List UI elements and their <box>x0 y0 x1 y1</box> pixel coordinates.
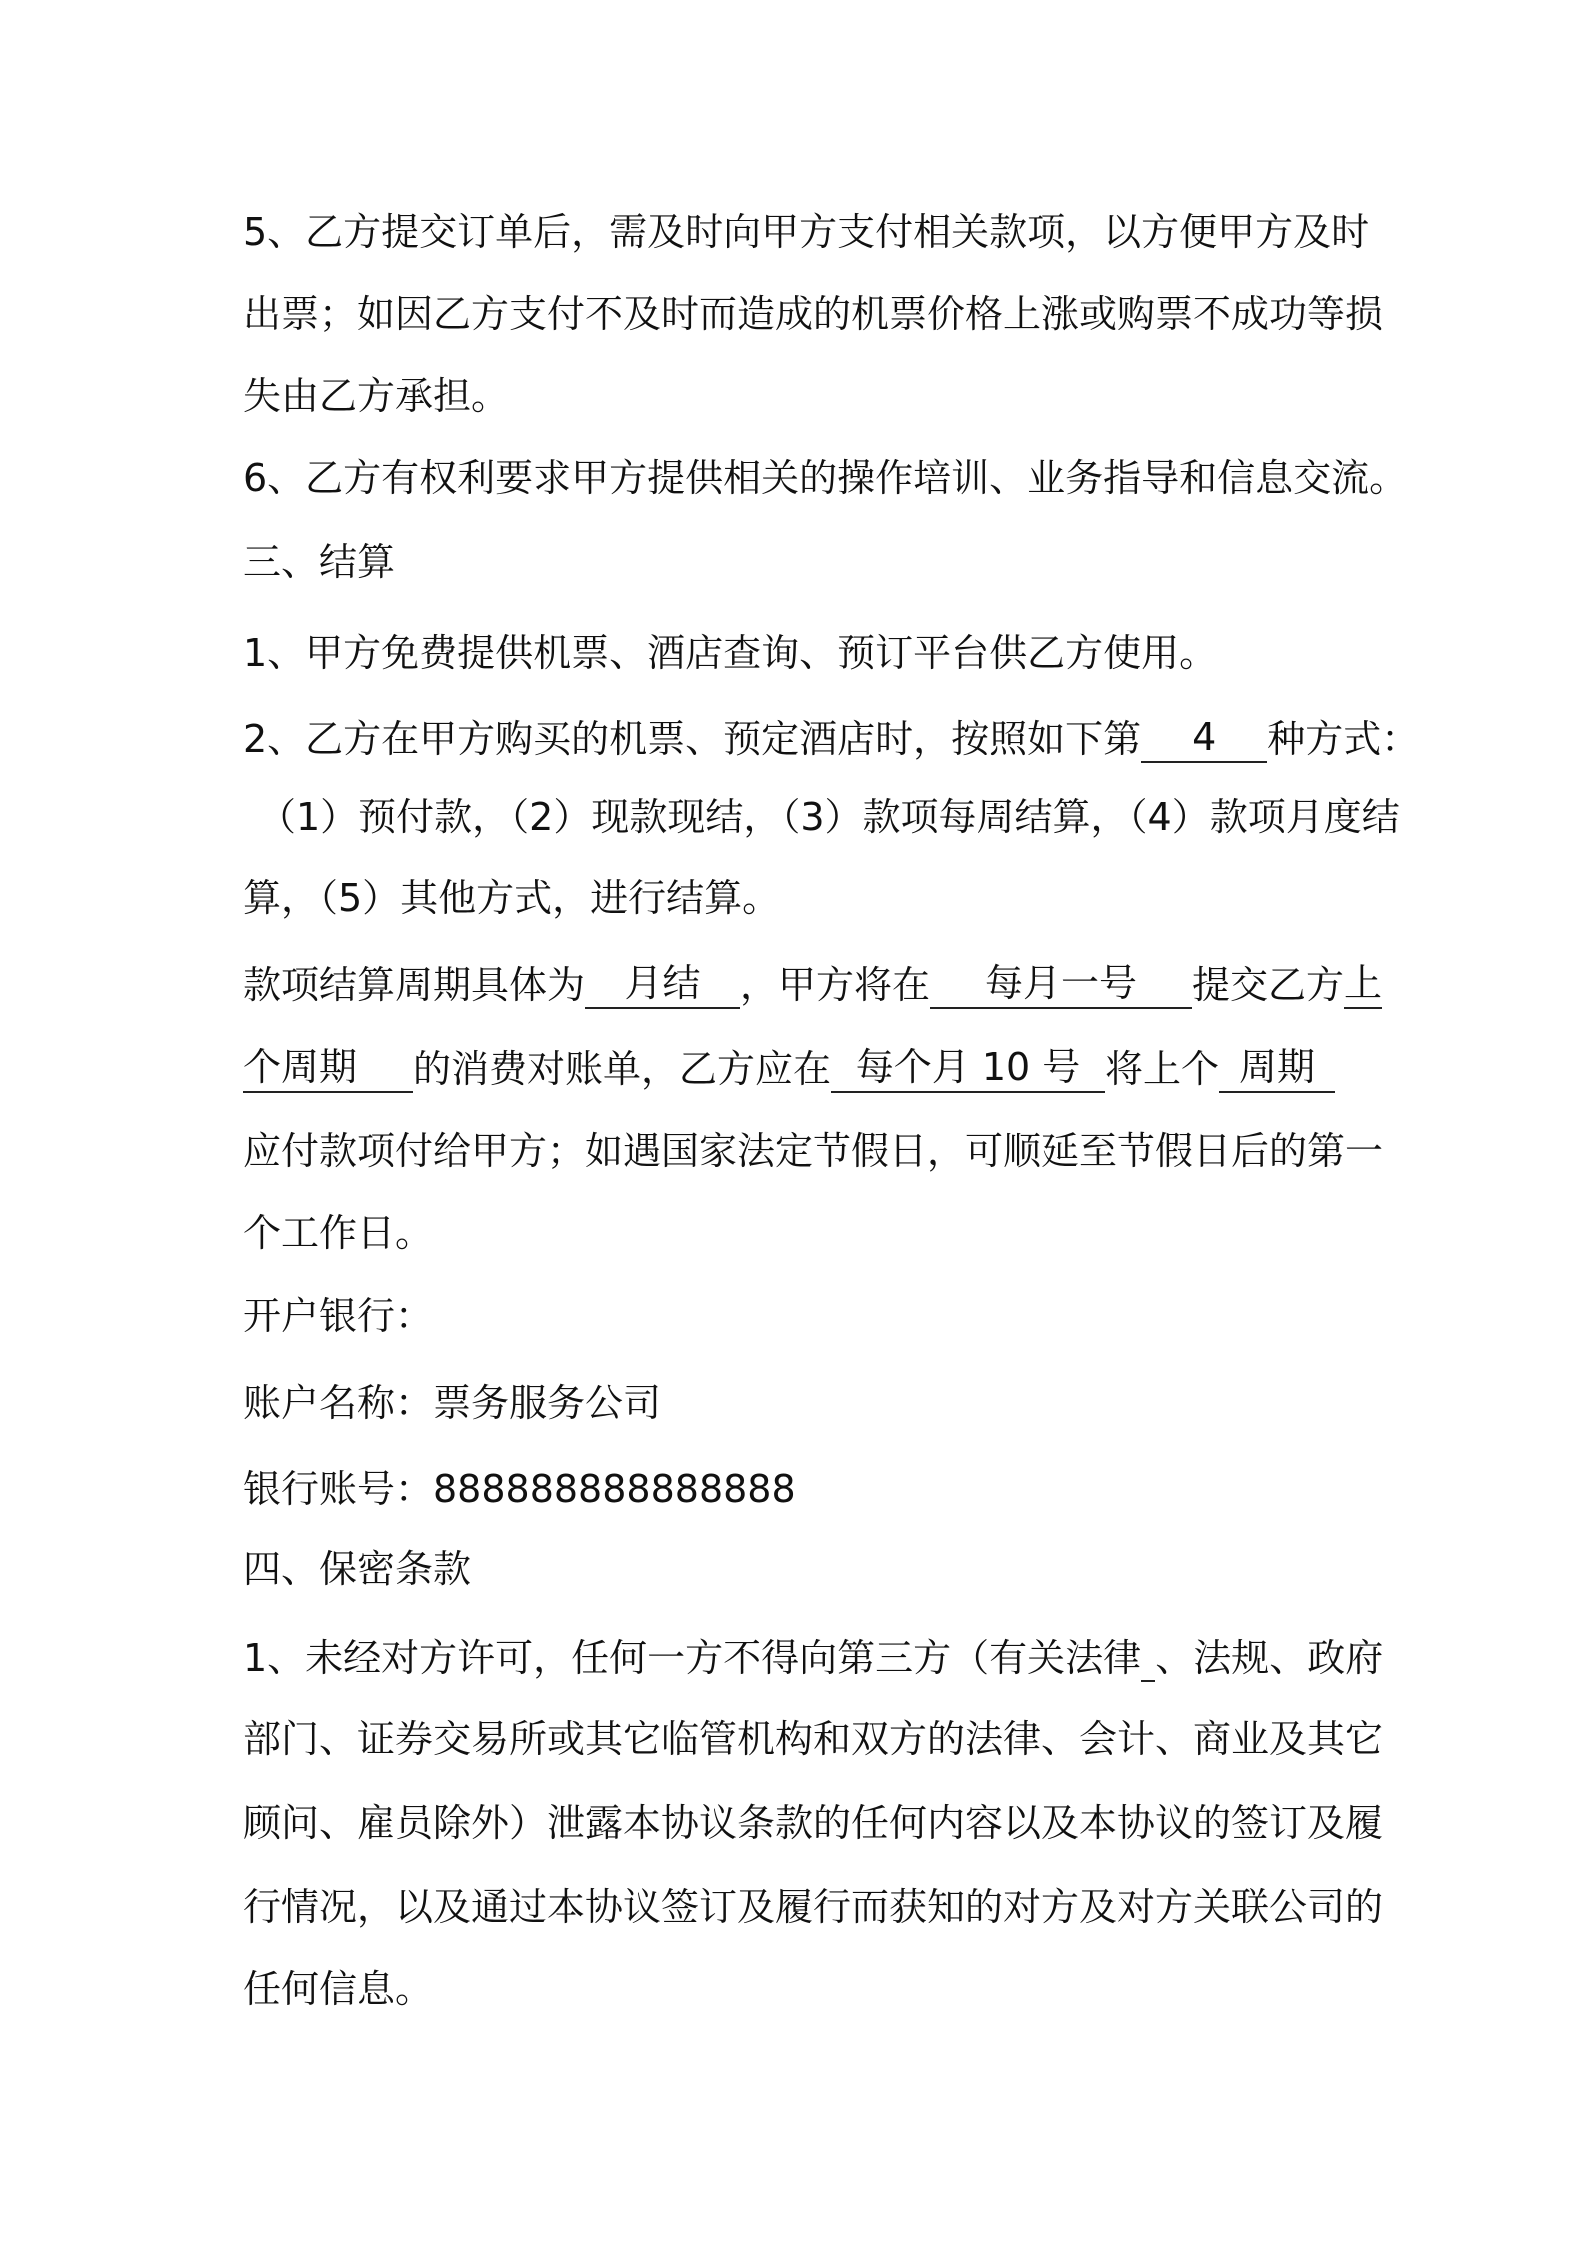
underline-mark <box>1141 1632 1155 1682</box>
confidentiality-text-1: 1、未经对方许可，任何一方不得向第三方（有关法律 <box>243 1636 1142 1680</box>
settlement-text-1: 款项结算周期具体为 <box>243 963 586 1007</box>
section-3-clause-2-line-2: （1）预付款，（2）现款现结，（3）款项每周结算，（4）款项月度结 <box>258 795 1400 839</box>
section-3-clause-2-line-3: 算，（5）其他方式，进行结算。 <box>243 876 781 920</box>
settlement-text-5: 将上个 <box>1105 1047 1220 1091</box>
confidentiality-text-2: 、法规、政府 <box>1155 1636 1384 1680</box>
settlement-text-3: 提交乙方 <box>1192 963 1345 1007</box>
period-blank-end: 个周期 <box>243 1043 413 1093</box>
payment-due-blank: 每个月 10 号 <box>831 1043 1105 1093</box>
statement-date-blank: 每月一号 <box>930 959 1192 1009</box>
settlement-text-4: 的消费对账单，乙方应在 <box>413 1047 832 1091</box>
clause-2-text-pre: 2、乙方在甲方购买的机票、预定酒店时，按照如下第 <box>243 717 1142 761</box>
section-3-heading: 三、结算 <box>243 540 396 584</box>
section-3-clause-1: 1、甲方免费提供机票、酒店查询、预订平台供乙方使用。 <box>243 631 1218 675</box>
section-4-clause-1-line-5: 任何信息。 <box>243 1967 434 2011</box>
settlement-line-3: 应付款项付给甲方；如遇国家法定节假日，可顺延至节假日后的第一 <box>243 1129 1384 1173</box>
section-4-clause-1-line-4: 行情况，以及通过本协议签订及履行而获知的对方及对方关联公司的 <box>243 1885 1384 1929</box>
settlement-line-2 <box>243 1043 1335 1095</box>
settlement-line-1 <box>243 959 1382 1011</box>
period-unit-blank: 周期 <box>1219 1043 1335 1093</box>
account-number: 银行账号：888888888888888 <box>243 1467 796 1511</box>
settlement-cycle-blank: 月结 <box>585 959 740 1009</box>
clause-6: 6、乙方有权利要求甲方提供相关的操作培训、业务指导和信息交流。 <box>243 456 1408 500</box>
clause-5-line-3: 失由乙方承担。 <box>243 374 510 418</box>
section-4-clause-1-line-1 <box>243 1632 1383 1684</box>
section-3-clause-2-line-1 <box>243 713 1419 765</box>
clause-5-line-1: 5、乙方提交订单后，需及时向甲方支付相关款项，以方便甲方及时 <box>243 210 1370 254</box>
clause-2-text-post: 种方式： <box>1267 717 1420 761</box>
payment-method-blank: 4 <box>1141 713 1267 763</box>
settlement-text-2: ，甲方将在 <box>740 963 931 1007</box>
section-4-clause-1-line-3: 顾问、雇员除外）泄露本协议条款的任何内容以及本协议的签订及履 <box>243 1801 1384 1845</box>
section-4-clause-1-line-2: 部门、证券交易所或其它临管机构和双方的法律、会计、商业及其它 <box>243 1717 1384 1761</box>
section-4-heading: 四、保密条款 <box>243 1547 472 1591</box>
account-name: 账户名称：票务服务公司 <box>243 1381 662 1425</box>
period-blank-start: 上 <box>1344 959 1382 1009</box>
clause-5-line-2: 出票；如因乙方支付不及时而造成的机票价格上涨或购票不成功等损 <box>243 292 1384 336</box>
bank-label: 开户银行： <box>243 1294 434 1338</box>
settlement-line-4: 个工作日。 <box>243 1211 434 1255</box>
